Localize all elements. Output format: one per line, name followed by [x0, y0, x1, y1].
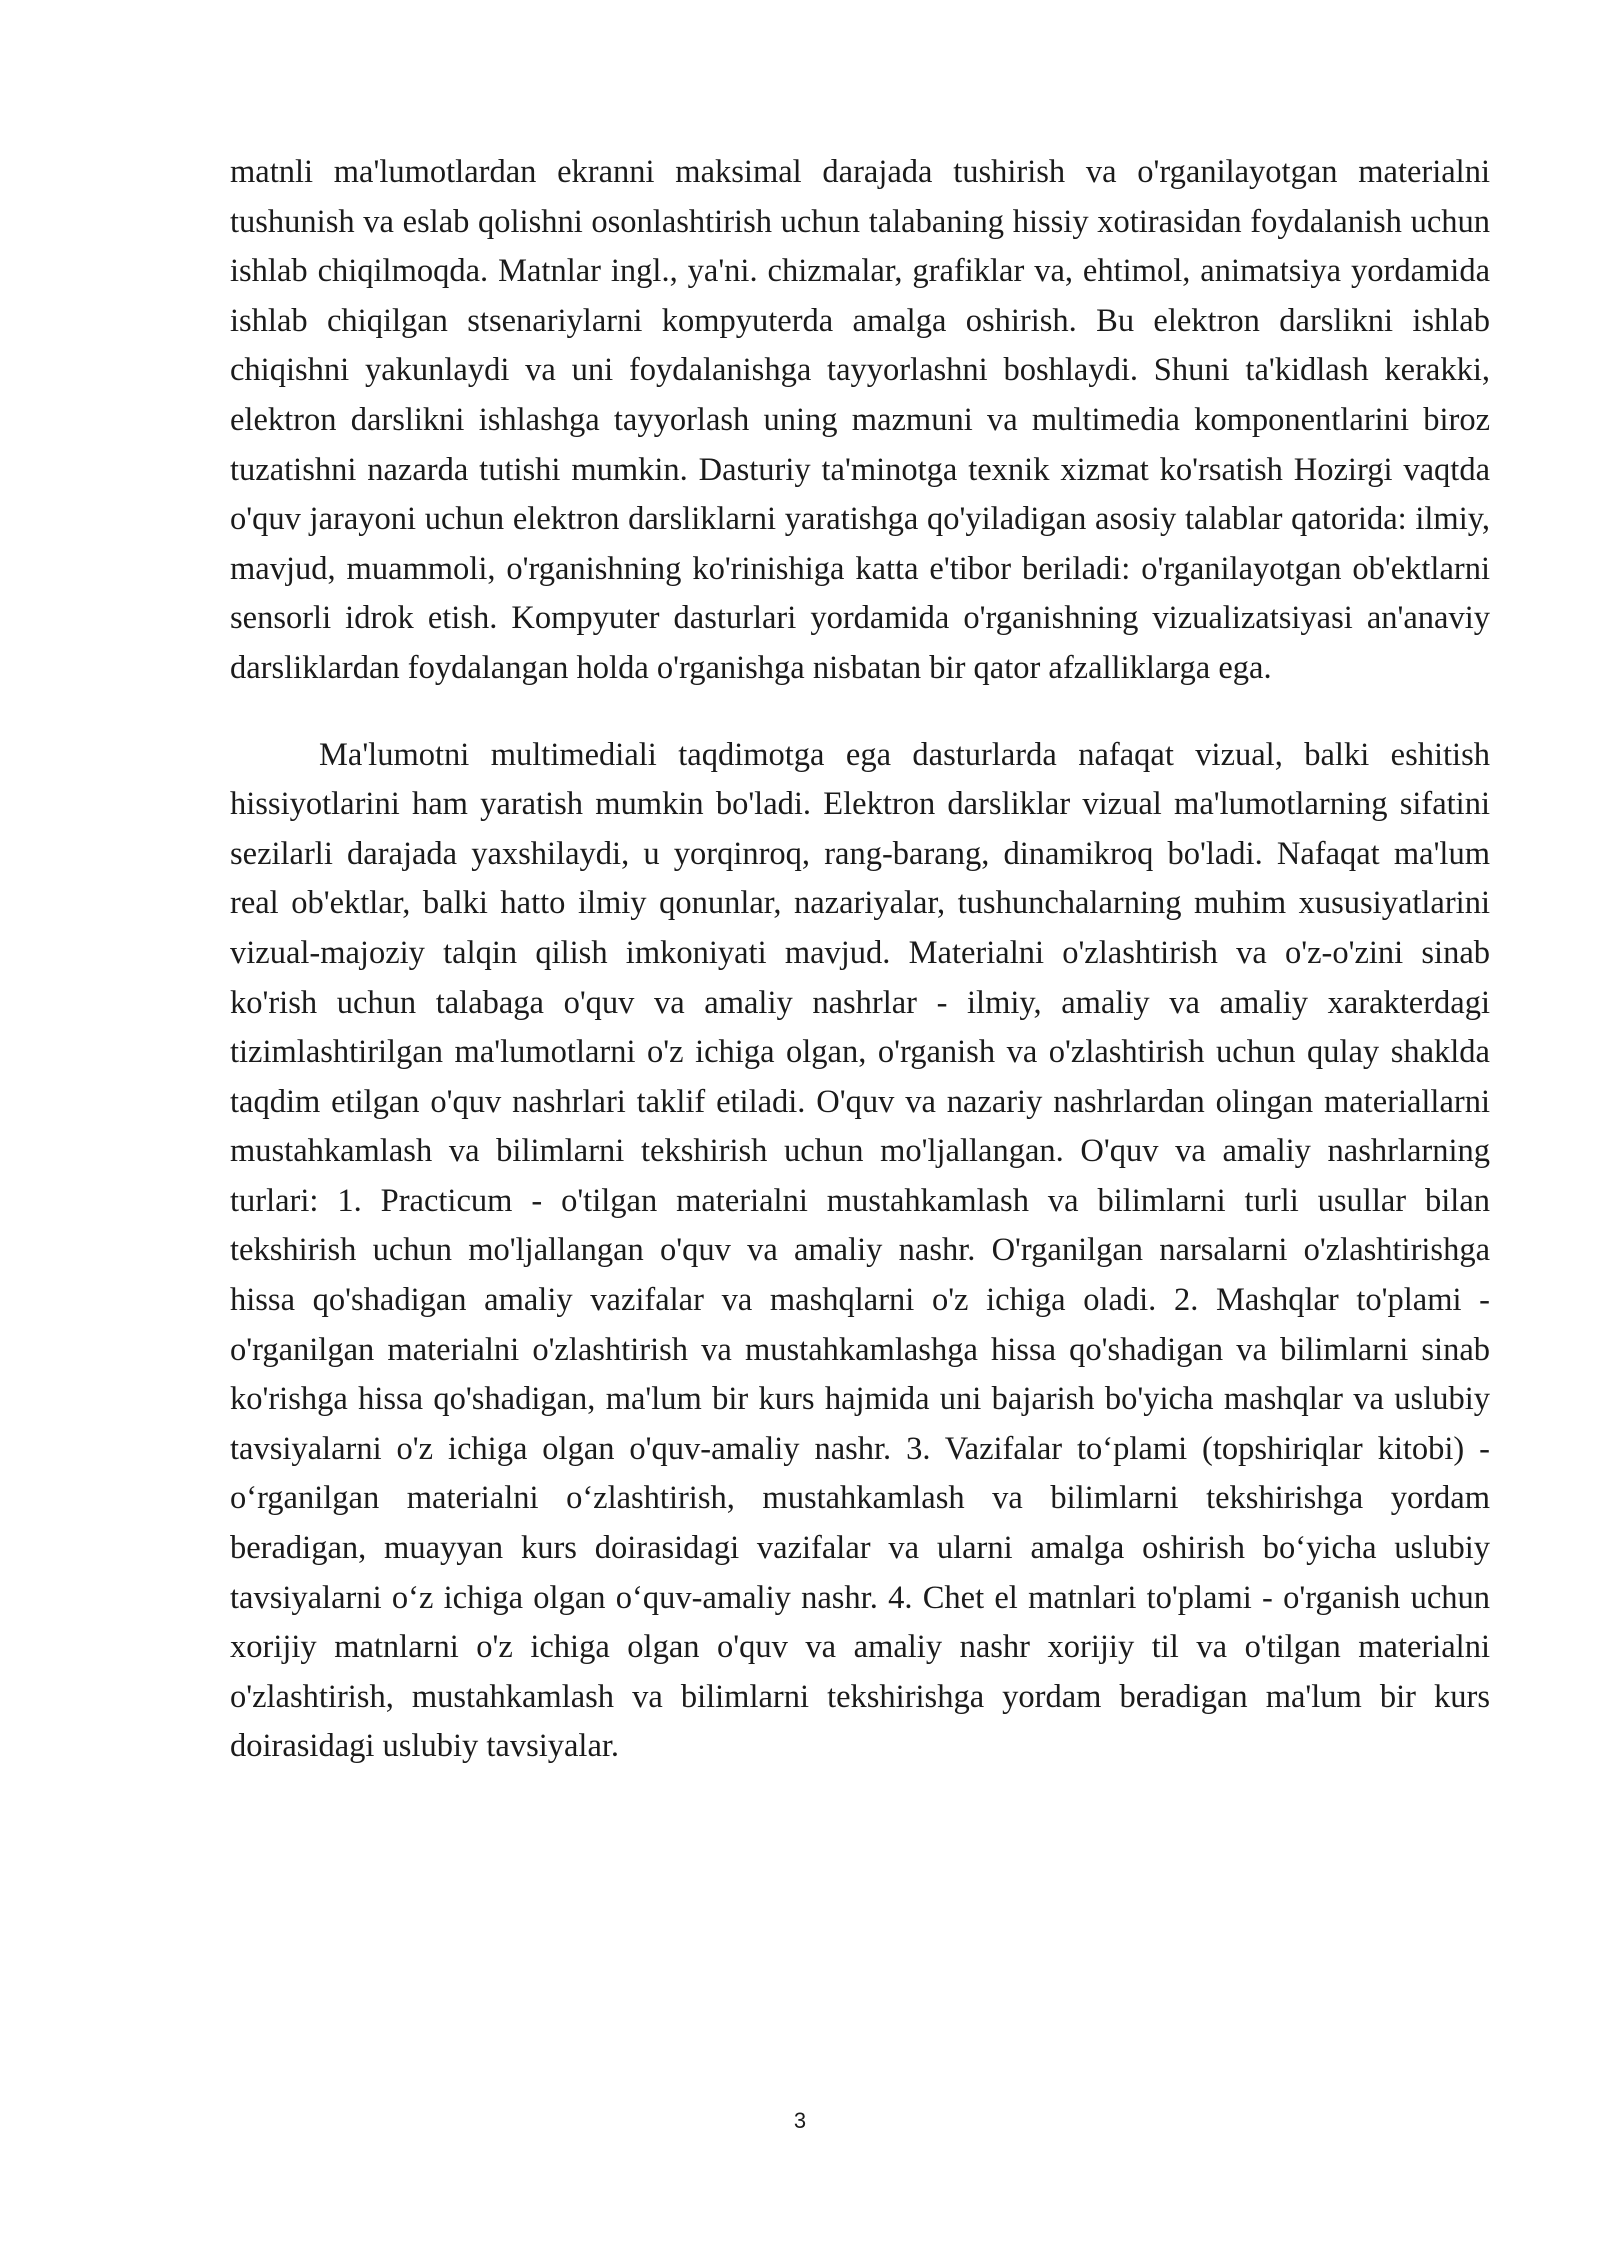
paragraph-2: Ma'lumotni multimediali taqdimotga ega dasturlarda nafaqat vizual, balki eshitish hissiyotlarini ham yaratish mumkin bo'ladi. Elektron darsliklar vizual ma'lumotlarning sifatini sezilarli darajada yaxshilaydi, u yorqinroq, rang-barang, dinamikroq bo'ladi. Nafaqat ma'lum real ob'ektlar, balki hatto ilmiy qonunlar, nazariyalar, tushunchalarning muhim xususiyatlarini vizual-majoziy talqin qilish imkoniyati mavjud. Materialni o'zlashtirish va o'z-o'zini sinab ko'rish uchun talabaga o'quv va amaliy nashrlar - ilmiy, amaliy va amaliy xarakterdagi tizimlashtirilgan ma'lumotlarni o'z ichiga olgan, o'rganish va o'zlashtirish uchun qulay shaklda taqdim etilgan o'quv nashrlari taklif etiladi. O'quv va nazariy nashrlardan olingan materiallarni mustahkamlash va bilimlarni tekshirish uchun mo'ljallangan. O'quv va amaliy nashrlarning turlari: 1. Practicum - o'tilgan materialni mustahkamlash va bilimlarni turli usullar bilan tekshirish uchun mo'ljallangan o'quv va amaliy nashr. O'rganilgan narsalarni o'zlashtirishga hissa qo'shadigan amaliy vazifalar va mashqlarni o'z ichiga oladi. 2. Mashqlar to'plami - o'rganilgan materialni o'zlashtirish va mustahkamlashga hissa qo'shadigan va bilimlarni sinab ko'rishga hissa qo'shadigan, ma'lum bir kurs hajmida uni bajarish bo'yicha mashqlar va uslubiy tavsiyalarni o'z ichiga olgan o'quv-amaliy nashr. 3. Vazifalar to‘plami (topshiriqlar kitobi) - o‘rganilgan materialni o‘zlashtirish, mustahkamlash va bilimlarni tekshirishga yordam beradigan, muayyan kurs doirasidagi vazifalar va ularni amalga oshirish bo‘yicha uslubiy tavsiyalarni o‘z ichiga olgan o‘quv-amaliy nashr. 4. Chet el matnlari to'plami - o'rganish uchun xorijiy matnlarni o'z ichiga olgan o'quv va amaliy nashr xorijiy til va o'tilgan materialni o'zlashtirish, mustahkamlash va bilimlarni tekshirishga yordam beradigan ma'lum bir kurs doirasidagi uslubiy tavsiyalar.: [230, 736, 1490, 1765]
page-number: 3: [793, 2108, 807, 2133]
paragraph-1: matnli ma'lumotlardan ekranni maksimal darajada tushirish va o'rganilayotgan materialni tushunish va eslab qolishni osonlashtirish uchun talabaning hissiy xotirasidan foydalanish uchun ishlab chiqilmoqda. Matnlar ingl., ya'ni. chizmalar, grafiklar va, ehtimol, animatsiya yordamida ishlab chiqilgan stsenariylarni kompyuterda amalga oshirish. Bu elektron darslikni ishlab chiqishni yakunlaydi va uni foydalanishga tayyorlashni boshlaydi. Shuni ta'kidlash kerakki, elektron darslikni ishlashga tayyorlash uning mazmuni va multimedia komponentlarini biroz tuzatishni nazarda tutishi mumkin. Dasturiy ta'minotga texnik xizmat ko'rsatish Hozirgi vaqtda o'quv jarayoni uchun elektron darsliklarni yaratishga qo'yiladigan asosiy talablar qatorida: ilmiy, mavjud, muammoli, o'rganishning ko'rinishiga katta e'tibor beriladi: o'rganilayotgan ob'ektlarni sensorli idrok etish. Kompyuter dasturlari yordamida o'rganishning vizualizatsiyasi an'anaviy darsliklardan foydalangan holda o'rganishga nisbatan bir qator afzalliklarga ega.: [230, 154, 1490, 686]
body-text: [230, 148, 1490, 1772]
